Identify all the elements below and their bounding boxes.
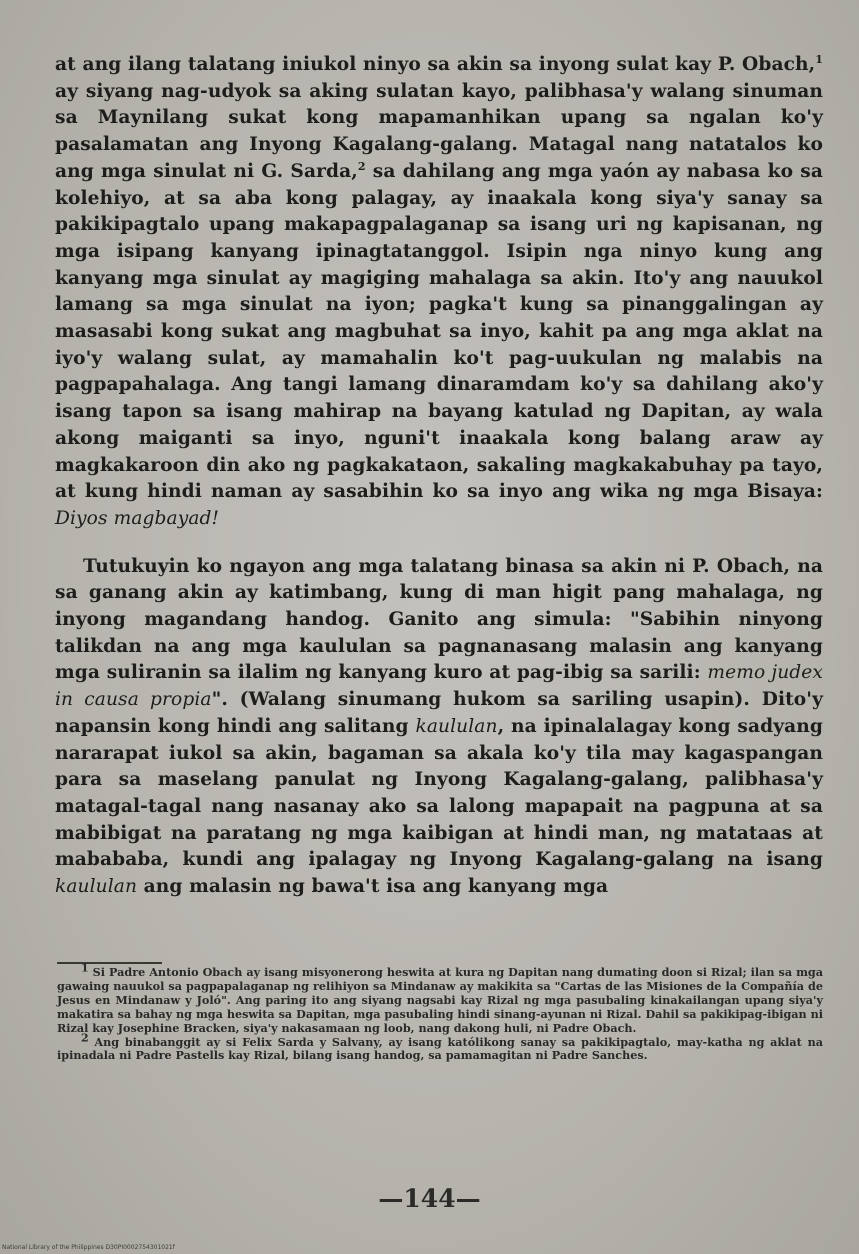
footnotes xyxy=(57,961,823,1063)
latin-phrase: memo judex in causa propia xyxy=(55,662,823,711)
body-text xyxy=(55,52,823,901)
library-watermark: National Library of the Philippines D30PI0002754301021f xyxy=(2,1244,175,1251)
page-number: —144— xyxy=(378,1184,481,1213)
footnote-divider xyxy=(57,962,162,964)
paragraph-1: at ang ilang talatang iniukol ninyo sa akin sa inyong sulat kay P. Obach,$^1$ ay siyang nag-udyok sa aking sulatan kayo, palibhasa'y walang sinuman sa Maynilang sukat kong mapamanhikan upang sa ngalan ko'y pasalamatan ang Inyong Kagalang-galang. Matagal nang natatalos ko ang mga sinulat ni G. Sarda,$^2$ sa dahilang ang mga yaón ay nabasa ko sa kolehiyo, at sa aba kong palagay, ay inaakala kong siya'y sanay sa pakikipagtalo upang makapagpalaganap sa isang uri ng kapisanan, ng mga isipang kanyang ipinagtatanggol. Isipin nga ninyo kung ang kanyang mga sinulat ay magiging mahalaga sa akin. Ito'y ang nauukol lamang sa mga sinulat na iyon; pagka't kung sa pinanggalingan ay masasabi kong sukat ang magbuhat sa inyo, kahit pa ang mga aklat na iyo'y walang sulat, ay mamahalin ko't pag-uukulan ng malabis na pagpapahalaga. Ang tangi lamang dinaramdam ko'y sa dahilang ako'y isang tapon sa isang mahirap na bayang katulad ng Dapitan, ay wala akong maiganti sa inyo, nguni't inaakala kong balang araw ay magkakaroon din ako ng pagkakataon, sakaling magkakabuhay pa tayo, at kung hindi naman ay sasabihin ko sa inyo ang wika ng mga Bisaya: Diyos magbayad! xyxy=(55,52,823,529)
italic-phrase: Diyos magbayad! xyxy=(55,507,220,529)
italic-word: kaululan xyxy=(415,715,498,737)
footnote-ref-2[interactable]: 2 xyxy=(357,159,366,173)
footnote-2: 2 Ang binabanggit ay si Felix Sarda y Salvany, ay isang katólikong sanay sa pakikipagtalo, may-katha ng aklat na ipinadala ni Padre Pastells kay Rizal, bilang isang handog, sa pamamagitan ni Padre Sanches. xyxy=(57,1030,823,1063)
italic-word: kaululan xyxy=(55,876,138,898)
footnote-1: 1 Si Padre Antonio Obach ay isang misyonerong heswita at kura ng Dapitan nang dumating doon si Rizal; ilan sa mga gawaing nauukol sa pagpapalaganap ng relihiyon sa Mindanaw ay makikita sa "Cartas de las Misiones de la Compañía de Jesus en Mindanaw y Joló". Ang paring ito ang siyang nagsabi kay Rizal ng mga pasubaling kinakailangan upang siya'y makatira sa bahay ng mga heswita sa Dapitan, mga pasubaling hindi sinang-ayunan ni Rizal. Dahil sa pakikipag-ibigan ni Rizal kay Josephine Bracken, siya'y nakasamaan ng loob, nang dakong huli, ni Padre Obach. xyxy=(57,961,823,1035)
footnote-ref-1[interactable]: 1 xyxy=(815,52,823,66)
paragraph-2: Tutukuyin ko ngayon ang mga talatang binasa sa akin ni P. Obach, na sa ganang akin ay katimbang, kung di man higit pang mahalaga, ng inyong magandang handog. Ganito ang simula: "Sabihin ninyong talikdan na ang mga kaululan sa pagnanasang malasin ang kanyang mga suliranin sa ilalim ng kanyang kuro at pag-ibig sa sarili: memo judex in causa propia". (Walang sinumang hukom sa sariling usapin). Dito'y napansin kong hindi ang salitang kaululan, na ipinalalagay kong sadyang nararapat iukol sa akin, bagaman sa akala ko'y tila may kagaspangan para sa maselang panulat ng Inyong Kagalang-galang, palibhasa'y matagal-tagal nang nasanay ako sa lalong mapapait na pagpuna at sa mabibigat na paratang ng mga kaibigan at hindi man, ng matataas at mabababa, kundi ang ipalagay ng Inyong Kagalang-galang na isang kaululan ang malasin ng bawa't isa ang kanyang mga xyxy=(55,555,823,898)
